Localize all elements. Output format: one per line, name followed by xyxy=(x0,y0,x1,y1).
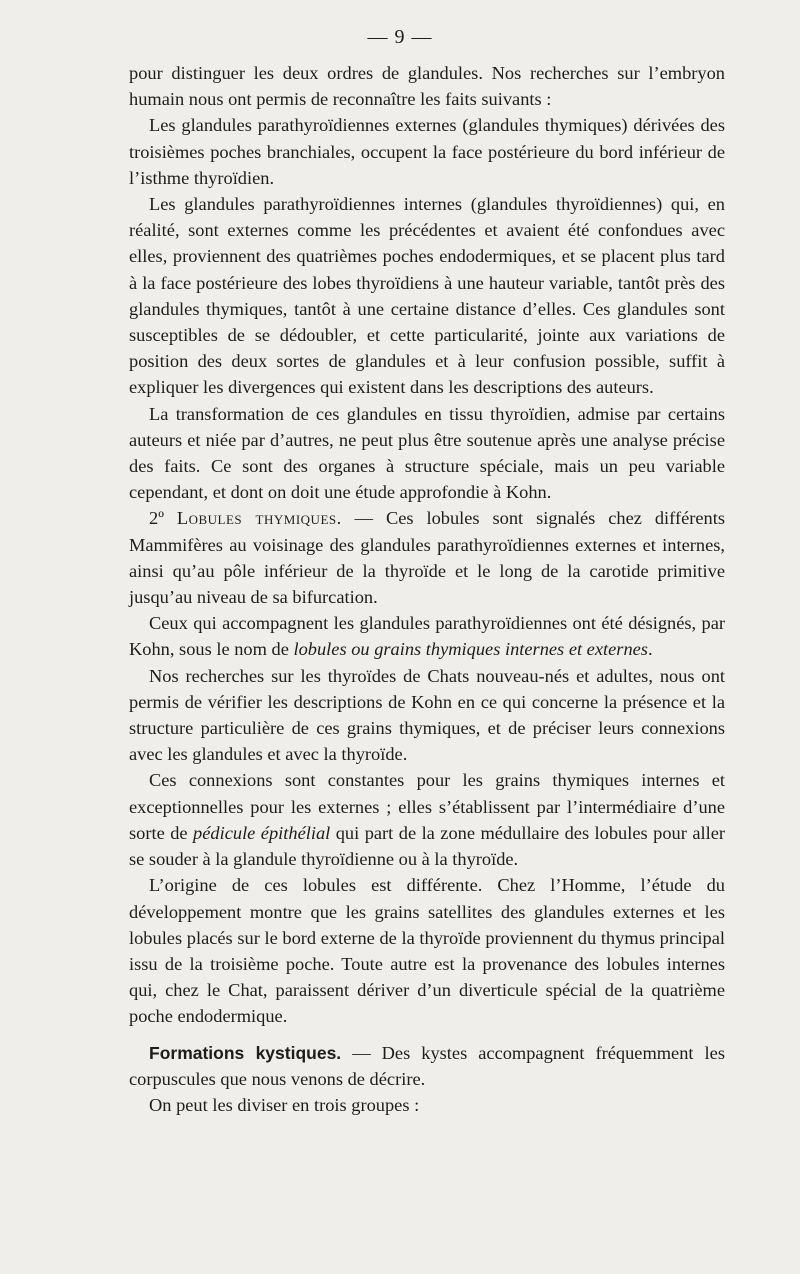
section-number: 2º xyxy=(149,508,164,529)
paragraph-external-glands: Les glandules parathyroïdiennes externes (glandules thymiques) dérivées des troisièmes poches branchiales, occupent la face postérieure du bord inférieur de l’isthme thyroïdien. xyxy=(129,115,725,188)
paragraph-origin: L’origine de ces lobules est différente. Chez l’Homme, l’étude du développement montre que les grains satellites des glandules externes et les lobules placés sur le bord externe de la thyroïde proviennent du thymus principal issu de la troisième poche. Toute autre est la provenance des lobules internes qui, chez le Chat, paraissent dériver d’un diverticule spécial de la quatrième poche endodermique. xyxy=(129,875,725,1027)
section-heading-thymic-lobules: Lobules thymiques. xyxy=(176,508,342,529)
paragraph-text: — Des kystes accompagnent fréquemment les corpuscules que nous venons de décrire. xyxy=(129,1042,725,1089)
paragraph-cat-research: Nos recherches sur les thyroïdes de Chats nouveau-nés et adultes, nous ont permis de vérifier les descriptions de Kohn en ce qui concerne la présence et la structure particulière de ces grains thymiques, et de préciser leurs connexions avec les glandules et avec la thyroïde. xyxy=(129,665,725,765)
paragraph-connexions xyxy=(129,767,725,872)
paragraph-transformation: La transformation de ces glandules en tissu thyroïdien, admise par certains auteurs et niée par d’autres, ne peut plus être soutenue après une analyse précise des faits. Ce sont des organes à structure spéciale, mais un peu variable cependant, et dont on doit une étude approfondie à Kohn. xyxy=(129,403,725,503)
paragraph-kohn-naming xyxy=(129,610,725,662)
paragraph-cystic-formations xyxy=(129,1040,725,1092)
paragraph-internal-glands: Les glandules parathyroïdiennes internes (glandules thyroïdiennes) qui, en réalité, sont externes comme les précédentes et avaient été confondues avec elles, proviennent des quatrièmes poches endodermiques, et se placent plus tard à la face postérieure des lobes thyroïdiens à une hauteur variable, tantôt près des glandules thymiques, tantôt à une certaine distance d’elles. Ces glandules sont susceptibles de se dédoubler, et cette particularité, jointe aux variations de position des deux sortes de glandules et à leur confusion possible, suffit à expliquer les divergences qui existent dans les descriptions des auteurs. xyxy=(129,194,725,398)
paragraph-groups: On peut les diviser en trois groupes : xyxy=(149,1094,420,1115)
page-body xyxy=(129,60,725,1118)
paragraph-text: — Ces lobules sont signalés chez différents Mammifères au voisinage des glandules parathyroïdiennes externes et internes, ainsi qu’au pôle inférieur de la thyroïde et le long de la carotide primitive jusqu’au niveau de sa bifurcation. xyxy=(129,508,725,608)
paragraph-continuation: pour distinguer les deux ordres de glandules. Nos recherches sur l’embryon humain nous ont permis de reconnaître les faits suivants : xyxy=(129,63,725,110)
paragraph-text: Ces connexions sont constantes pour les grains thymiques internes et exceptionnelles pour les externes ; elles s’établissent par l’intermédiaire d’une sorte de xyxy=(129,770,725,843)
paragraph-text: . xyxy=(647,639,653,660)
page-number: — 9 — xyxy=(367,26,433,48)
paragraph-text: qui part de la zone médullaire des lobules pour aller se souder à la glandule thyroïdienne ou à la thyroïde. xyxy=(129,822,725,870)
paragraph-thymic-lobules xyxy=(129,505,725,610)
italic-term: pédicule épithélial xyxy=(193,822,331,843)
section-heading-cystic: Formations kystiques. xyxy=(149,1042,342,1063)
italic-term: lobules ou grains thymiques internes et externes xyxy=(293,639,648,660)
paragraph-text: Ceux qui accompagnent les glandules parathyroïdiennes ont été désignés, par Kohn, sous le nom de xyxy=(129,613,725,660)
